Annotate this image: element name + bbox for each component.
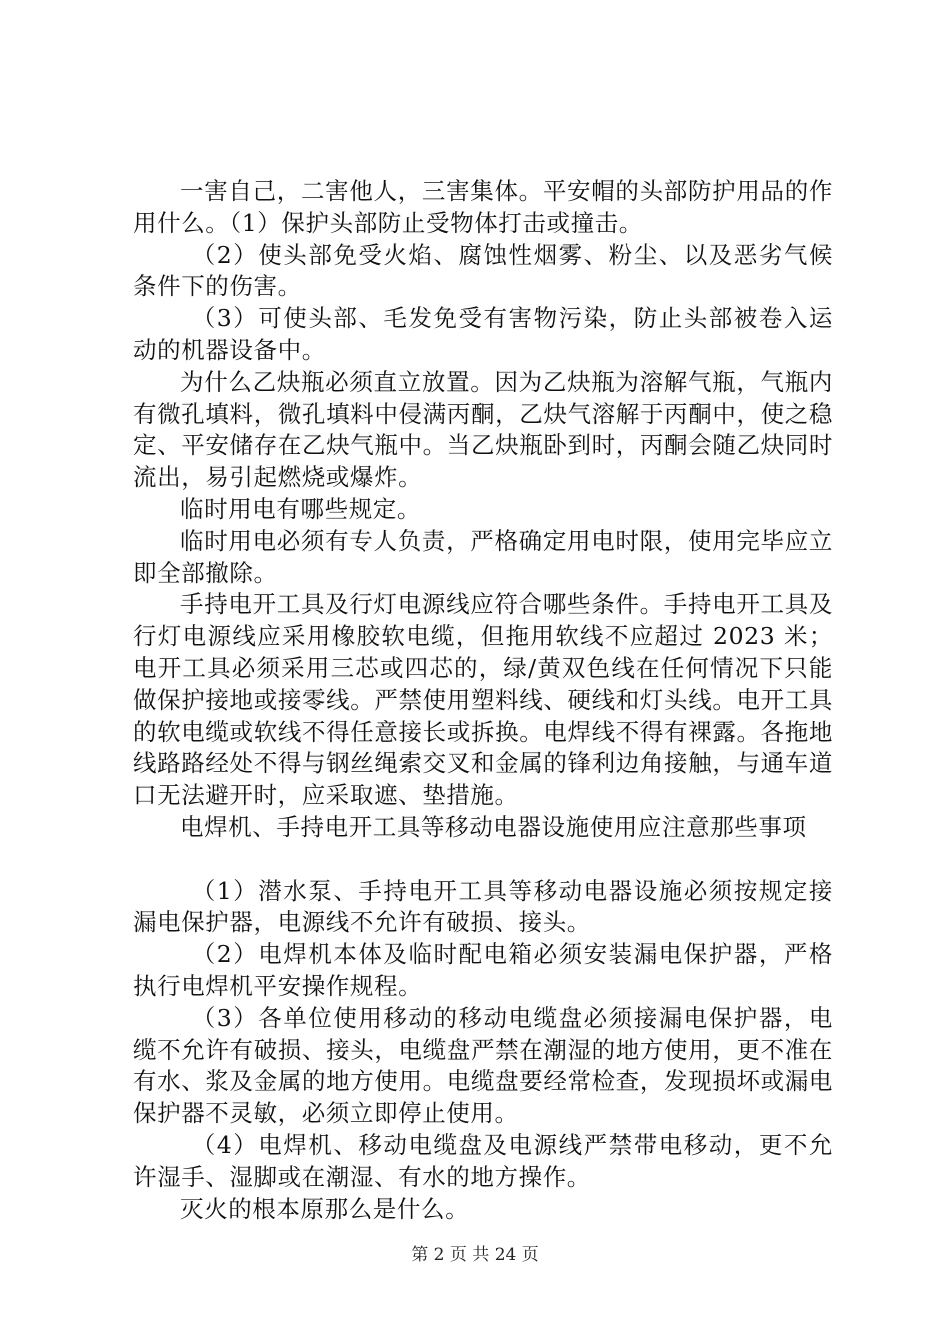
paragraph-temp-power-answer: 临时用电必须有专人负责，严格确定用电时限，使用完毕应立即全部撤除。 xyxy=(133,526,833,587)
document-body xyxy=(133,176,833,1225)
paragraph-temp-power-question: 临时用电有哪些规定。 xyxy=(180,494,421,523)
paragraph-acetylene: 为什么乙炔瓶必须直立放置。因为乙炔瓶为溶解气瓶，气瓶内有微孔填料，微孔填料中侵满丙酮，乙炔气溶解于丙酮中，使之稳定、平安储存在乙炔气瓶中。当乙炔瓶卧到时，丙酮会随乙炔同时流出，易引起燃烧或爆炸。 xyxy=(133,367,833,492)
paragraph-mobile-item-3: （3）各单位使用移动的移动电缆盘必须接漏电保护器，电缆不允许有破损、接头，电缆盘严禁在潮湿的地方使用，更不准在有水、浆及金属的地方使用。电缆盘要经常检查，发现损坏或漏电保护器不灵敏，必须立即停止使用。 xyxy=(133,1003,833,1128)
paragraph-mobile-item-4: （4）电焊机、移动电缆盘及电源线严禁带电移动，更不允许湿手、湿脚或在潮湿、有水的地方操作。 xyxy=(133,1130,833,1191)
page-number-footer: 第 2 页 共 24 页 xyxy=(411,1245,539,1265)
paragraph-power-tools-cable: 手持电开工具及行灯电源线应符合哪些条件。手持电开工具及行灯电源线应采用橡胶软电缆，但拖用软线不应超过 2023 米；电开工具必须采用三芯或四芯的，绿/黄双色线在任何情况下只能做保护接地或接零线。严禁使用塑料线、硬线和灯头线。电开工具的软电缆或软线不得任意接长或拆换。电焊线不得有裸露。各拖地线路路经处不得与钢丝绳索交叉和金属的锋利边角接触，与通车道口无法避开时，应采取遮、垫措施。 xyxy=(133,590,833,810)
paragraph-mobile-devices-question: 电焊机、手持电开工具等移动电器设施使用应注意那些事项 xyxy=(180,812,807,841)
paragraph-mobile-item-2: （2）电焊机本体及临时配电箱必须安装漏电保护器，严格执行电焊机平安操作规程。 xyxy=(133,940,833,1000)
paragraph-mobile-item-1: （1）潜水泵、手持电开工具等移动电器设施必须按规定接漏电保护器，电源线不允许有破损、接头。 xyxy=(133,876,833,937)
paragraph-helmet-item-2: （2）使头部免受火焰、腐蚀性烟雾、粉尘、以及恶劣气候条件下的伤害。 xyxy=(133,240,833,301)
paragraph-helmet-purpose: 一害自己，二害他人，三害集体。平安帽的头部防护用品的作用什么。（1）保护头部防止受物体打击或撞击。 xyxy=(133,177,833,237)
paragraph-fire-principle-question: 灭火的根本原那么是什么。 xyxy=(180,1194,470,1223)
blank-line xyxy=(133,844,833,876)
paragraph-helmet-item-3: （3）可使头部、毛发免受有害物污染，防止头部被卷入运动的机器设备中。 xyxy=(133,304,833,364)
